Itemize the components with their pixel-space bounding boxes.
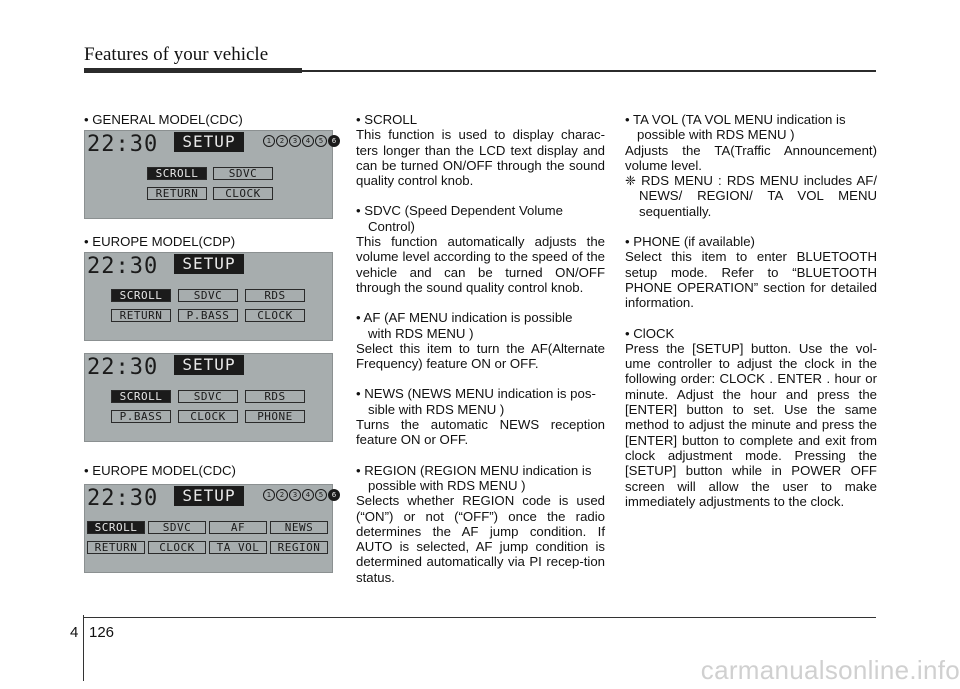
disc-indicator: 4 bbox=[302, 489, 314, 501]
lcd-option-phone: PHONE bbox=[245, 410, 305, 423]
af-description: Select this item to turn the AF(Alternate Frequency) feature ON or OFF. bbox=[356, 340, 605, 372]
header-rule bbox=[302, 70, 876, 72]
af-heading-cont: with RDS MENU ) bbox=[368, 325, 474, 341]
phone-description: Select this item to enter BLUETOOTH setup mode. Refer to “BLUETOOTH PHONE OPERATION” section for detailed information. bbox=[625, 249, 877, 311]
model-label-general-cdc: • GENERAL MODEL(CDC) bbox=[84, 112, 243, 127]
clock-description: Press the [SETUP] button. Use the vol-ume controller to adjust the clock in the following order: CLOCK . ENTER . hour or minute. Adjust the hour and press the [ENTER] button to set. Use the same method to adjust the minute and press the [ENTER] button to complete and exit from clock adjustment mode. Pressing the [SETUP] button while in POWER OFF screen will allow the user to make immediately adjustments to the clock. bbox=[625, 340, 877, 509]
disc-indicator: 3 bbox=[289, 489, 301, 501]
disc-indicator: 5 bbox=[315, 489, 327, 501]
column-middle bbox=[356, 112, 605, 585]
model-label-europe-cdp: • EUROPE MODEL(CDP) bbox=[84, 234, 236, 249]
lcd-setup-label: SETUP bbox=[174, 486, 244, 506]
disc-indicator: 2 bbox=[276, 489, 288, 501]
lcd-option-scroll: SCROLL bbox=[87, 521, 145, 534]
sdvc-heading: • SDVC (Speed Dependent Volume bbox=[356, 203, 563, 219]
lcd-option-scroll: SCROLL bbox=[111, 390, 171, 403]
disc-indicator: 4 bbox=[302, 135, 314, 147]
lcd-option-sdvc: SDVC bbox=[178, 390, 238, 403]
lcd-option-rds: RDS bbox=[245, 289, 305, 302]
lcd-option-scroll: SCROLL bbox=[111, 289, 171, 302]
rds-menu-note: ❈ RDS MENU : RDS MENU includes AF/ NEWS/ REGION/ TA VOL MENU sequentially. bbox=[625, 173, 877, 219]
page-header-title: Features of your vehicle bbox=[84, 44, 269, 65]
page-number: 126 bbox=[89, 624, 115, 641]
lcd-option-rds: RDS bbox=[245, 390, 305, 403]
news-heading-cont: sible with RDS MENU ) bbox=[368, 401, 505, 417]
region-heading: • REGION (REGION MENU indication is bbox=[356, 462, 592, 478]
region-description: Selects whether REGION code is used (“ON”) or not (“OFF”) once the radio determines the AF jump condition. If AUTO is selected, AF jump condition is determined automatically via PI recep-tion status. bbox=[356, 493, 605, 585]
lcd-screen-europe-cdc bbox=[84, 484, 337, 573]
lcd-option-news: NEWS bbox=[270, 521, 328, 534]
lcd-option-sdvc: SDVC bbox=[178, 289, 238, 302]
clock-heading: • ClOCK bbox=[625, 325, 675, 341]
lcd-screen-europe-cdp-2 bbox=[84, 353, 333, 442]
news-description: Turns the automatic NEWS reception feature ON or OFF. bbox=[356, 417, 605, 448]
lcd-clock-time: 22:30 bbox=[87, 355, 159, 380]
lcd-clock-time: 22:30 bbox=[87, 254, 159, 279]
lcd-option-clock: CLOCK bbox=[213, 187, 273, 200]
lcd-option-pbass: P.BASS bbox=[111, 410, 171, 423]
tavol-description: Adjusts the TA(Traffic Announcement) volume level. bbox=[625, 142, 877, 173]
lcd-option-sdvc: SDVC bbox=[148, 521, 206, 534]
lcd-clock-time: 22:30 bbox=[87, 132, 159, 157]
scroll-heading: • SCROLL bbox=[356, 112, 418, 127]
lcd-option-return: RETURN bbox=[147, 187, 207, 200]
column-right bbox=[625, 112, 877, 509]
disc-indicator: 5 bbox=[315, 135, 327, 147]
sdvc-description: This function automatically adjusts the volume level according to the speed of the vehicle and can be turned ON/OFF through the sound quality control knob. bbox=[356, 234, 605, 295]
disc-indicator: 2 bbox=[276, 135, 288, 147]
sdvc-heading-cont: Control) bbox=[368, 218, 415, 234]
lcd-option-ta-vol: TA VOL bbox=[209, 541, 267, 554]
lcd-disc-indicators bbox=[263, 135, 340, 147]
lcd-option-af: AF bbox=[209, 521, 267, 534]
disc-indicator: 3 bbox=[289, 135, 301, 147]
lcd-option-pbass: P.BASS bbox=[178, 309, 238, 322]
news-heading: • NEWS (NEWS MENU indication is pos- bbox=[356, 386, 596, 402]
lcd-option-return: RETURN bbox=[87, 541, 145, 554]
lcd-option-clock: CLOCK bbox=[178, 410, 238, 423]
tavol-heading-cont: possible with RDS MENU ) bbox=[637, 127, 795, 143]
chapter-number: 4 bbox=[70, 624, 79, 641]
lcd-setup-label: SETUP bbox=[174, 132, 244, 152]
lcd-screen-europe-cdp-1 bbox=[84, 252, 333, 341]
model-label-europe-cdc: • EUROPE MODEL(CDC) bbox=[84, 463, 236, 478]
af-heading: • AF (AF MENU indication is possible bbox=[356, 310, 573, 326]
watermark: carmanualsonline.info bbox=[700, 655, 960, 685]
lcd-option-clock: CLOCK bbox=[245, 309, 305, 322]
footer-vertical-rule bbox=[83, 615, 84, 681]
tavol-heading: • TA VOL (TA VOL MENU indication is bbox=[625, 112, 846, 127]
lcd-option-clock: CLOCK bbox=[148, 541, 206, 554]
region-heading-cont: possible with RDS MENU ) bbox=[368, 477, 526, 493]
scroll-description: This function is used to display charac-ters longer than the LCD text display and can be turned ON/OFF through the sound quality control knob. bbox=[356, 127, 605, 189]
lcd-option-scroll: SCROLL bbox=[147, 167, 207, 180]
lcd-setup-label: SETUP bbox=[174, 254, 244, 274]
header-bar bbox=[84, 68, 302, 73]
lcd-screen-general-cdc bbox=[84, 130, 337, 219]
disc-indicator-active: 6 bbox=[328, 489, 340, 501]
disc-indicator: 1 bbox=[263, 489, 275, 501]
lcd-disc-indicators bbox=[263, 489, 340, 501]
disc-indicator-active: 6 bbox=[328, 135, 340, 147]
lcd-setup-label: SETUP bbox=[174, 355, 244, 375]
phone-heading: • PHONE (if available) bbox=[625, 234, 755, 250]
disc-indicator: 1 bbox=[263, 135, 275, 147]
lcd-option-return: RETURN bbox=[111, 309, 171, 322]
lcd-clock-time: 22:30 bbox=[87, 486, 159, 511]
lcd-option-sdvc: SDVC bbox=[213, 167, 273, 180]
lcd-option-region: REGION bbox=[270, 541, 328, 554]
footer-rule bbox=[83, 617, 876, 618]
